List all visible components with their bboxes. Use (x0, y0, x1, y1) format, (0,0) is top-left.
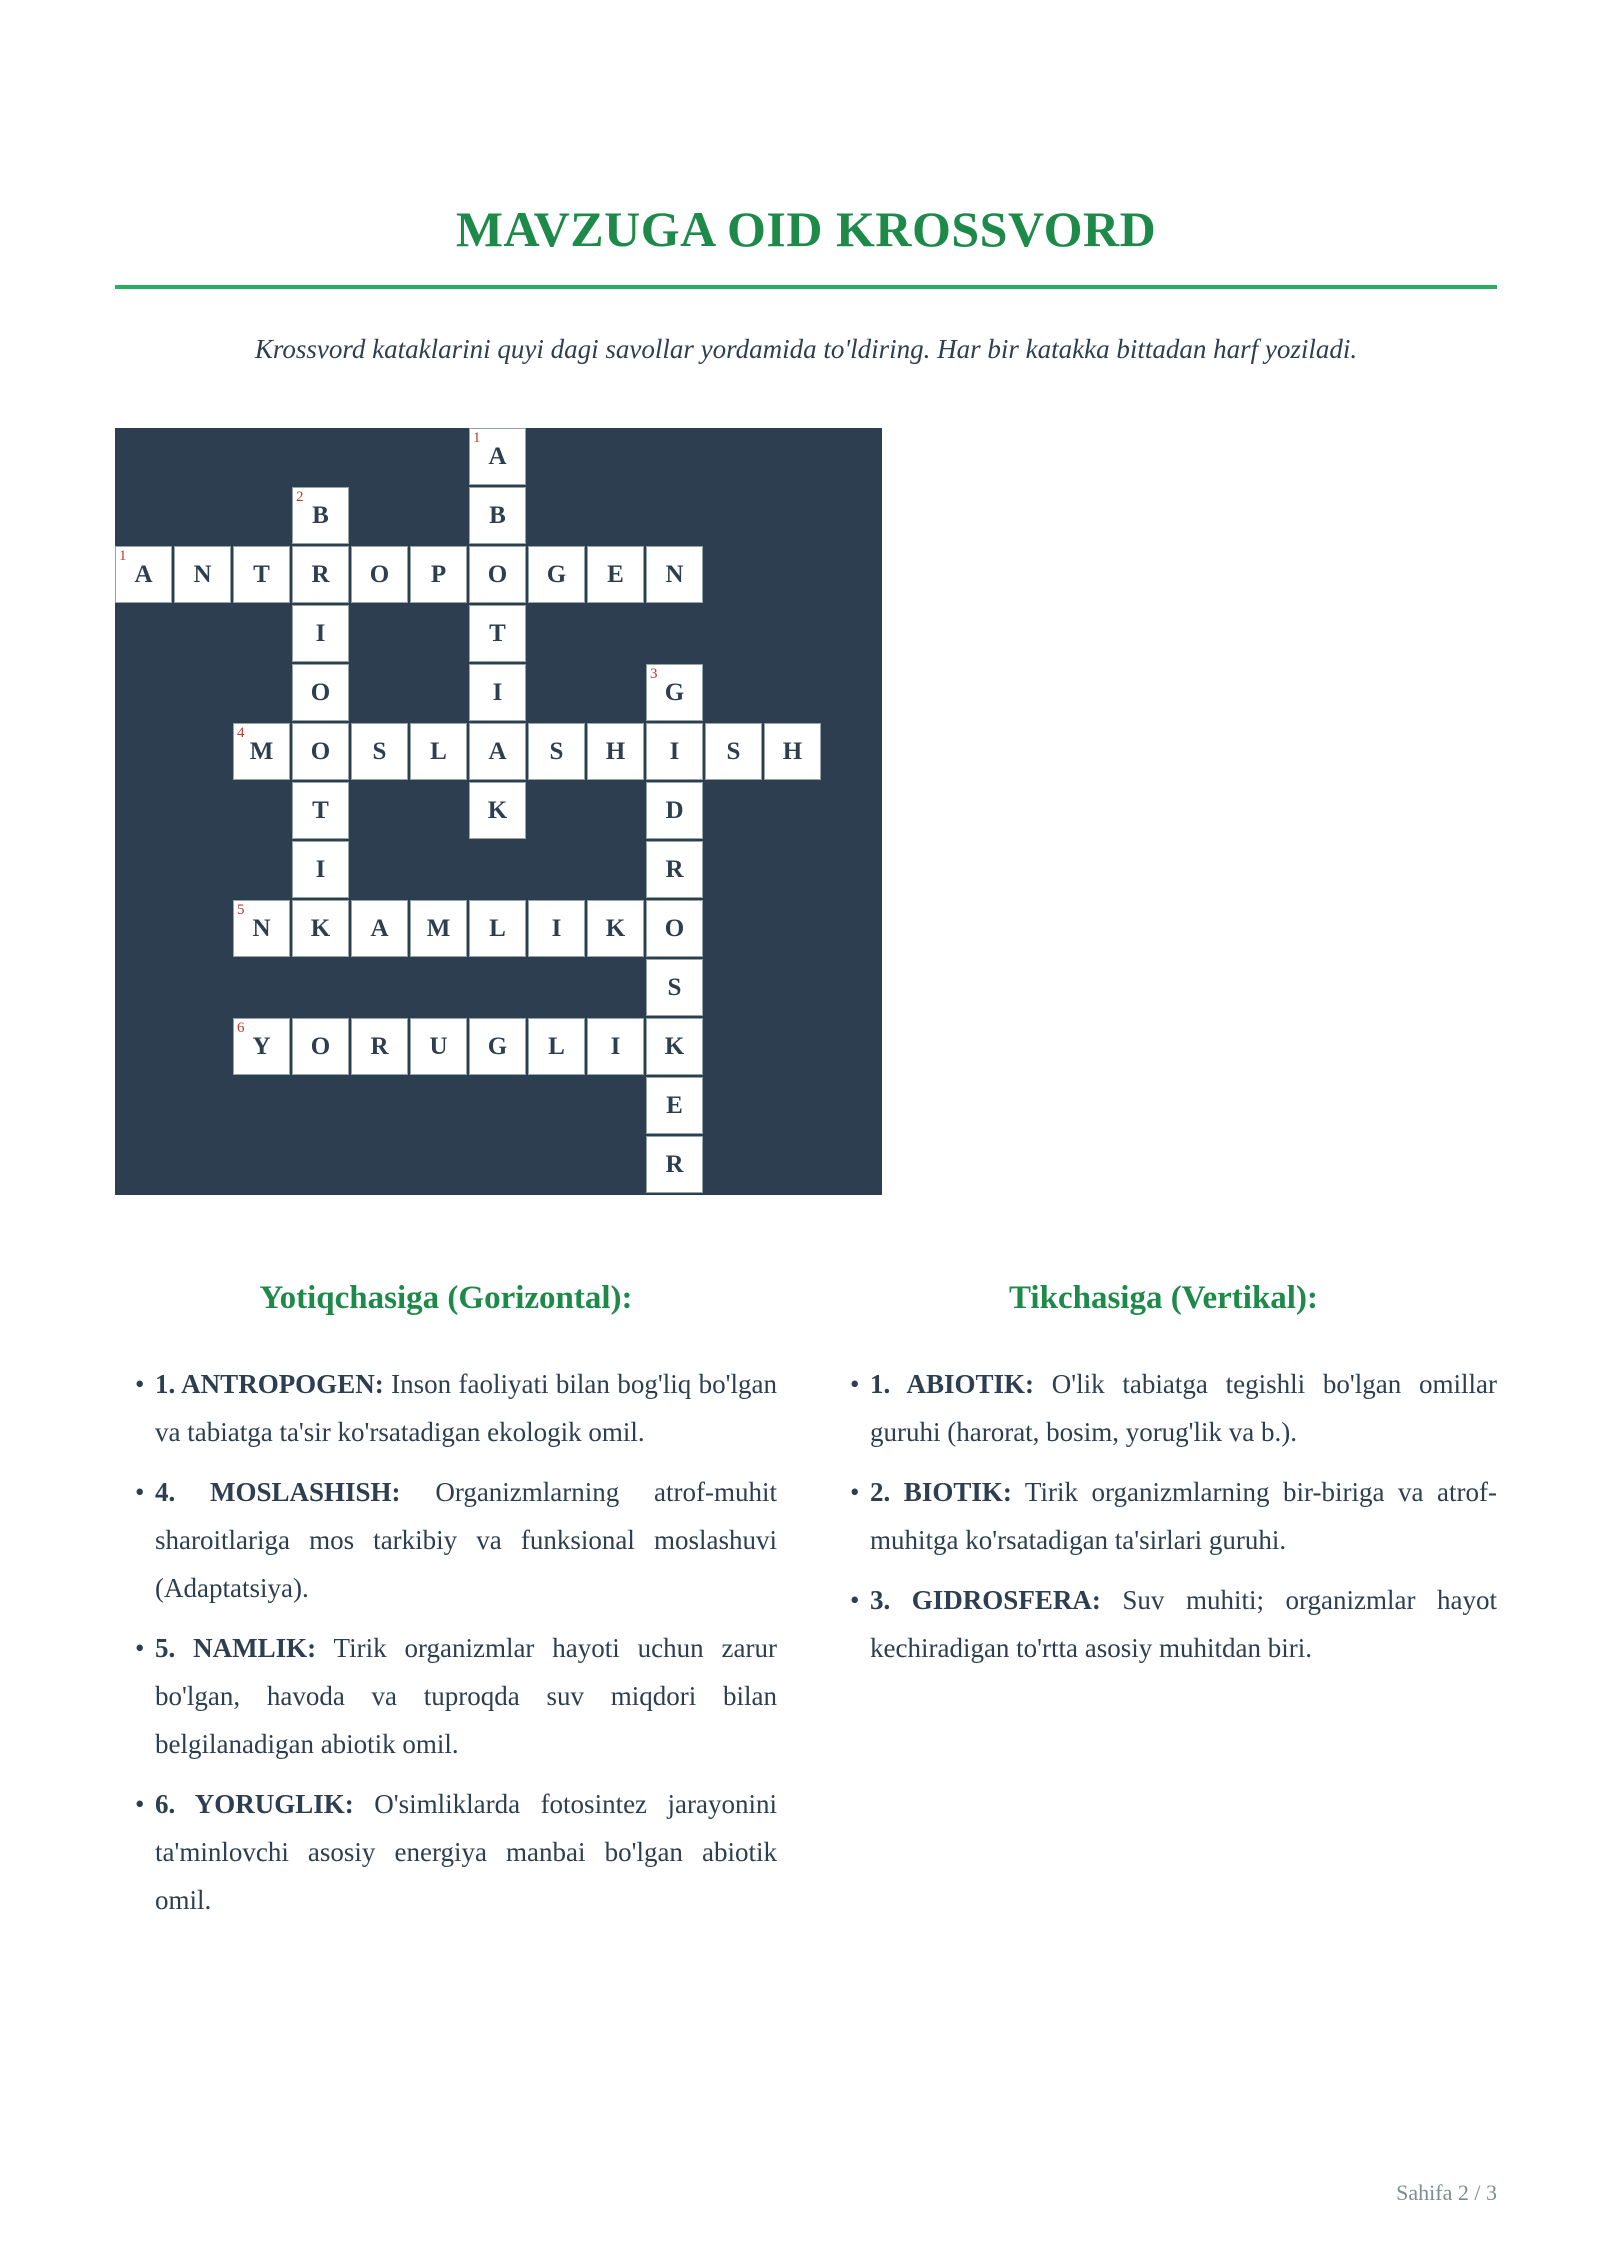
crossword-cell[interactable] (469, 900, 526, 957)
cell-letter: A (488, 442, 507, 470)
crossword-cell[interactable] (587, 546, 644, 603)
clue-text: Tirik organizmlar hayoti uchun zarur bo'lgan, havoda va tuproqda suv miqdori bilan belgilanadigan abiotik omil. (155, 1633, 778, 1759)
cell-letter: S (372, 737, 387, 765)
crossword-cell[interactable] (469, 782, 526, 839)
clue-item (115, 1468, 777, 1612)
crossword-cell[interactable] (646, 723, 703, 780)
crossword-cell[interactable] (528, 900, 585, 957)
cell-letter: A (134, 560, 153, 588)
crossword-cell[interactable] (528, 723, 585, 780)
crossword-cell[interactable] (528, 546, 585, 603)
cell-letter: E (607, 560, 624, 588)
cell-letter: H (782, 737, 803, 765)
crossword-cell[interactable] (292, 664, 349, 721)
cell-letter: D (665, 796, 684, 824)
crossword-cell[interactable] (351, 900, 408, 957)
clue-term: 6. YORUGLIK: (155, 1789, 354, 1819)
crossword-cell[interactable] (292, 487, 349, 544)
crossword-cell[interactable] (646, 841, 703, 898)
cell-letter: Y (252, 1032, 271, 1060)
horizontal-clue-list (115, 1360, 777, 1924)
crossword-cell[interactable] (646, 664, 703, 721)
clue-term: 3. GIDROSFERA: (870, 1585, 1101, 1615)
cell-letter: H (605, 737, 626, 765)
cell-letter: L (430, 737, 447, 765)
clue-item (830, 1576, 1497, 1672)
cell-letter: K (605, 914, 626, 942)
crossword-cell[interactable] (115, 546, 172, 603)
cell-letter: I (610, 1032, 621, 1060)
cell-letter: G (546, 560, 567, 588)
cell-letter: S (549, 737, 564, 765)
cell-letter: K (310, 914, 331, 942)
crossword-cell[interactable] (410, 900, 467, 957)
clue-text: O'lik tabiatga tegishli bo'lgan omillar guruhi (harorat, bosim, yorug'lik va b.). (870, 1369, 1497, 1447)
clue-number: 4 (237, 725, 245, 741)
cell-letter: I (492, 678, 503, 706)
cell-letter: P (430, 560, 447, 588)
cell-letter: I (315, 619, 326, 647)
cell-letter: L (489, 914, 506, 942)
crossword-cell[interactable] (469, 1018, 526, 1075)
title-divider (115, 285, 1497, 289)
crossword-cell[interactable] (174, 546, 231, 603)
crossword-cell[interactable] (587, 900, 644, 957)
clue-term: 2. BIOTIK: (870, 1477, 1012, 1507)
cell-letter: N (193, 560, 212, 588)
cell-letter: O (369, 560, 390, 588)
cell-letter: S (667, 973, 682, 1001)
clue-number: 3 (650, 666, 658, 682)
cell-letter: O (310, 678, 331, 706)
cell-letter: I (315, 855, 326, 883)
crossword-cell[interactable] (351, 723, 408, 780)
crossword-cell[interactable] (292, 841, 349, 898)
crossword-cell[interactable] (351, 1018, 408, 1075)
cell-letter: L (548, 1032, 565, 1060)
vertical-clues-section (830, 1280, 1497, 1684)
crossword-cell[interactable] (469, 605, 526, 662)
crossword-cell[interactable] (646, 782, 703, 839)
page-title: MAVZUGA OID KROSSVORD (455, 201, 1157, 257)
crossword-cell[interactable] (646, 1077, 703, 1134)
clue-item (115, 1360, 777, 1456)
instructions-text: Krossvord kataklarini quyi dagi savollar yordamida to'ldiring. Har bir katakka bittadan harf yoziladi. (254, 334, 1358, 364)
crossword-cell[interactable] (233, 1018, 290, 1075)
crossword-cell[interactable] (764, 723, 821, 780)
clue-term: 1. ABIOTIK: (870, 1369, 1035, 1399)
crossword-cell[interactable] (646, 1018, 703, 1075)
clue-text: Organizmlarning atrof-muhit sharoitlariga mos tarkibiy va funksional moslashuvi (Adaptatsiya). (155, 1477, 777, 1603)
cell-letter: N (252, 914, 271, 942)
crossword-cell[interactable] (292, 605, 349, 662)
crossword-cell[interactable] (469, 546, 526, 603)
clue-number: 5 (237, 902, 245, 918)
crossword-cell[interactable] (292, 546, 349, 603)
cell-letter: U (429, 1032, 448, 1060)
clue-text: O'simliklarda fotosintez jarayonini ta'minlovchi asosiy energiya manbai bo'lgan abiotik omil. (155, 1789, 777, 1915)
cell-letter: G (664, 678, 685, 706)
crossword-cell[interactable] (528, 1018, 585, 1075)
vertical-clues-heading: Tikchasiga (Vertikal): (1009, 1280, 1318, 1316)
crossword-cell[interactable] (587, 1018, 644, 1075)
cell-letter: I (669, 737, 680, 765)
crossword-cell[interactable] (469, 664, 526, 721)
crossword-cell[interactable] (469, 428, 526, 485)
crossword-cell[interactable] (705, 723, 762, 780)
cell-letter: O (310, 1032, 331, 1060)
crossword-cell[interactable] (292, 782, 349, 839)
page-number: Sahifa 2 / 3 (1396, 2180, 1497, 2205)
crossword-cell[interactable] (410, 1018, 467, 1075)
clue-item (830, 1360, 1497, 1456)
crossword-cell[interactable] (646, 1136, 703, 1193)
crossword-cell[interactable] (410, 546, 467, 603)
crossword-cell[interactable] (292, 900, 349, 957)
clue-item (830, 1468, 1497, 1564)
cell-letter: A (370, 914, 389, 942)
cell-letter: R (370, 1032, 389, 1060)
cell-letter: O (310, 737, 331, 765)
crossword-cell[interactable] (469, 723, 526, 780)
clue-number: 1 (473, 430, 481, 446)
clue-text: Suv muhiti; organizmlar hayot kechiradigan to'rtta asosiy muhitdan biri. (870, 1585, 1498, 1663)
crossword-cell[interactable] (292, 1018, 349, 1075)
cell-letter: K (664, 1032, 685, 1060)
crossword-cell[interactable] (469, 487, 526, 544)
clue-number: 2 (296, 489, 304, 505)
clue-term: 5. NAMLIK: (155, 1633, 317, 1663)
crossword-cell[interactable] (351, 546, 408, 603)
clue-text: Inson faoliyati bilan bog'liq bo'lgan va tabiatga ta'sir ko'rsatadigan ekologik omil. (155, 1369, 777, 1447)
cell-letter: T (253, 560, 270, 588)
cell-letter: N (665, 560, 684, 588)
crossword-cell[interactable] (646, 900, 703, 957)
crossword-cell[interactable] (233, 546, 290, 603)
crossword-cell[interactable] (233, 723, 290, 780)
cell-letter: T (312, 796, 329, 824)
clue-term: 4. MOSLASHISH: (155, 1477, 401, 1507)
cell-letter: R (665, 1150, 684, 1178)
cell-letter: A (488, 737, 507, 765)
cell-letter: I (551, 914, 562, 942)
cell-letter: T (489, 619, 506, 647)
cell-letter: O (664, 914, 685, 942)
crossword-cell[interactable] (646, 546, 703, 603)
horizontal-clues-section (115, 1280, 777, 1936)
cell-letter: R (665, 855, 684, 883)
vertical-clue-list (830, 1360, 1497, 1672)
crossword-grid (115, 428, 882, 1195)
clue-number: 6 (237, 1020, 245, 1036)
cell-letter: B (312, 501, 329, 529)
cell-letter: K (487, 796, 508, 824)
crossword-cell[interactable] (410, 723, 467, 780)
cell-letter: O (487, 560, 508, 588)
cell-letter: E (666, 1091, 683, 1119)
crossword-cell[interactable] (646, 959, 703, 1016)
clue-term: 1. ANTROPOGEN: (155, 1369, 384, 1399)
cell-letter: B (489, 501, 506, 529)
clue-text: Tirik organizmlarning bir-biriga va atrof-muhitga ko'rsatadigan ta'sirlari guruhi. (870, 1477, 1497, 1555)
clue-number: 1 (119, 548, 127, 564)
crossword-cell[interactable] (587, 723, 644, 780)
horizontal-clues-heading: Yotiqchasiga (Gorizontal): (259, 1280, 633, 1316)
cell-letter: G (487, 1032, 508, 1060)
cell-letter: M (249, 737, 274, 765)
crossword-cell[interactable] (233, 900, 290, 957)
cell-letter: M (426, 914, 451, 942)
clue-item (115, 1624, 777, 1768)
cell-letter: S (726, 737, 741, 765)
crossword-cell[interactable] (292, 723, 349, 780)
cell-letter: R (311, 560, 330, 588)
clue-item (115, 1780, 777, 1924)
